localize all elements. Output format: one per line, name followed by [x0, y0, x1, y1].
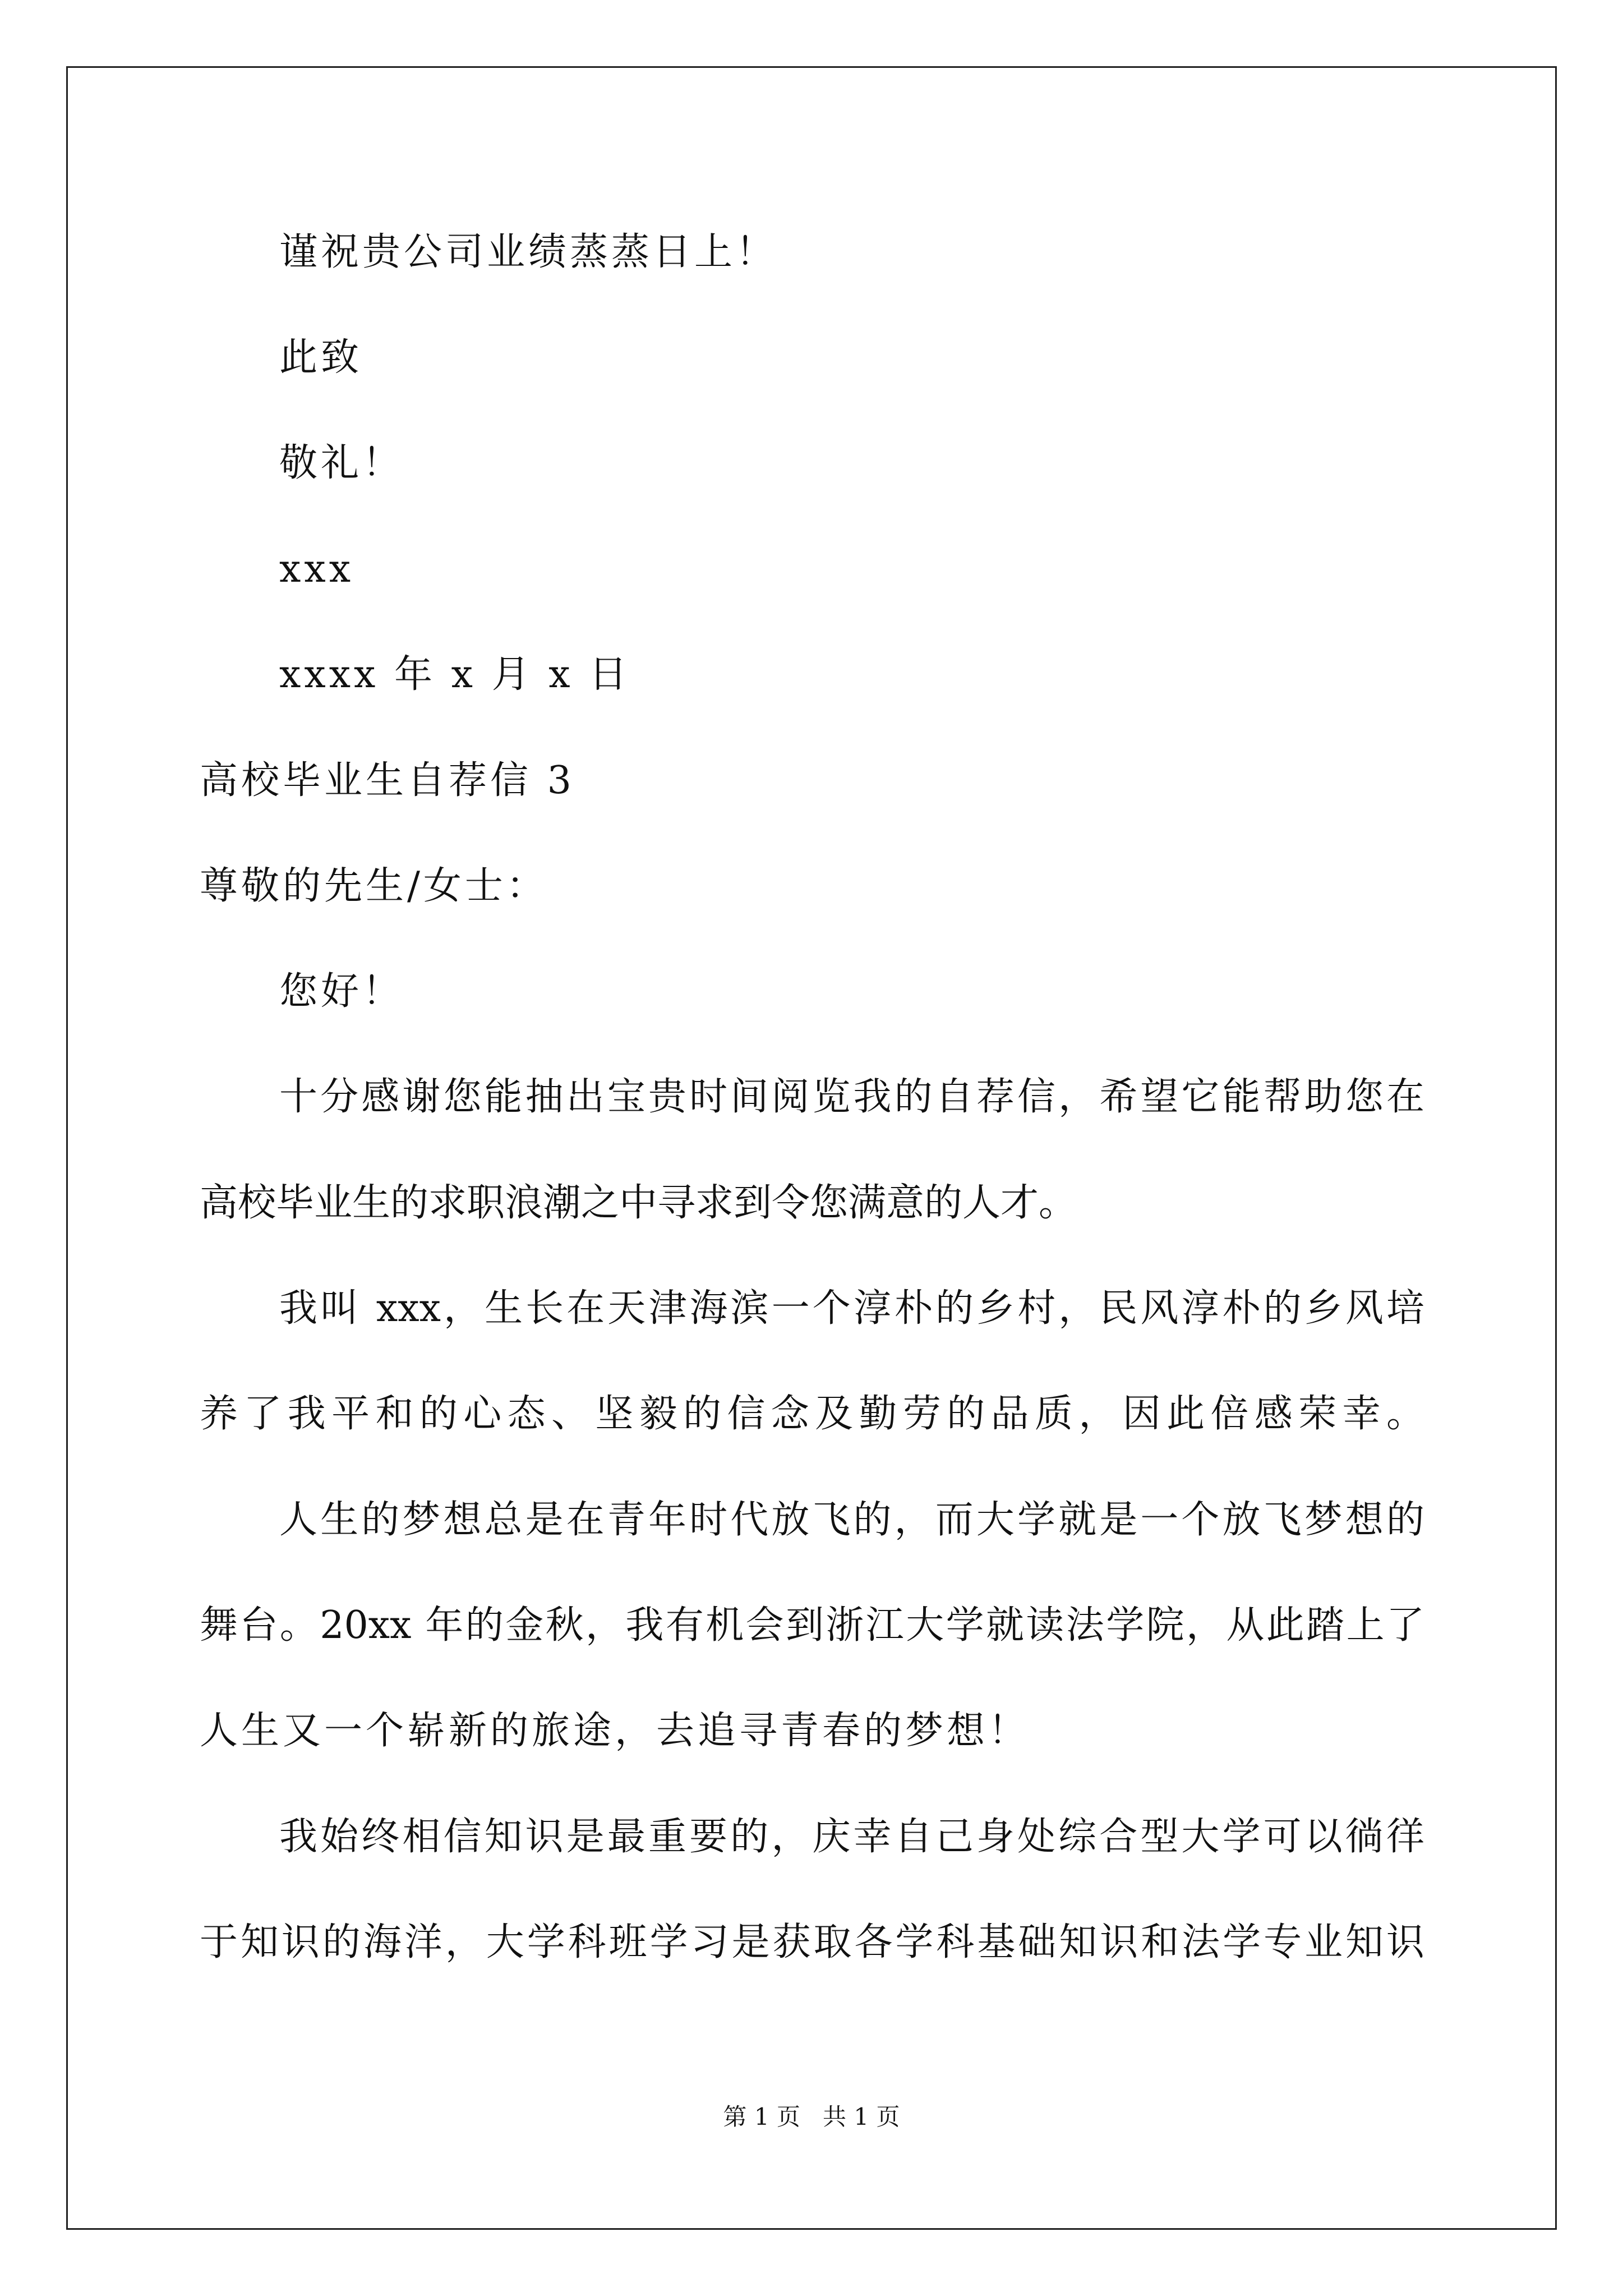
paragraph-1-line-2: 高校毕业生的求职浪潮之中寻求到令您满意的人才。 [200, 1181, 1077, 1225]
closing-regards: 敬礼！ [279, 441, 404, 485]
paragraph-3-line-1: 人生的梦想总是在青年时代放飞的，而大学就是一个放飞梦想的 [279, 1498, 1424, 1542]
paragraph-4-line-2: 于知识的海洋，大学科班学习是获取各学科基础知识和法学专业知识 [200, 1920, 1424, 1964]
paragraph-3-line-2: 舞台。20xx 年的金秋，我有机会到浙江大学就读法学院，从此踏上了 [200, 1603, 1424, 1648]
paragraph-2-line-1: 我叫 xxx，生长在天津海滨一个淳朴的乡村，民风淳朴的乡风培 [279, 1286, 1424, 1331]
greeting-hello: 您好！ [279, 969, 404, 1014]
signature-name: xxx [279, 547, 354, 591]
paragraph-4-line-1: 我始终相信知识是最重要的，庆幸自己身处综合型大学可以徜徉 [279, 1815, 1424, 1859]
signature-date: xxxx 年 x 月 x 日 [279, 652, 631, 697]
paragraph-1-line-1: 十分感谢您能抽出宝贵时间阅览我的自荐信，希望它能帮助您在 [279, 1075, 1424, 1119]
paragraph-3-line-3: 人生又一个崭新的旅途，去追寻青春的梦想！ [200, 1709, 1030, 1753]
closing-salutation: 此致 [279, 335, 363, 380]
page-footer: 第 1 页 共 1 页 [723, 2103, 900, 2131]
section-title: 高校毕业生自荐信 3 [200, 758, 575, 803]
page-border [66, 66, 1557, 2230]
closing-wish: 谨祝贵公司业绩蒸蒸日上！ [279, 230, 778, 274]
greeting-recipient: 尊敬的先生/女士： [200, 864, 548, 908]
paragraph-2-line-2: 养了我平和的心态、坚毅的信念及勤劳的品质，因此倍感荣幸。 [200, 1392, 1424, 1436]
